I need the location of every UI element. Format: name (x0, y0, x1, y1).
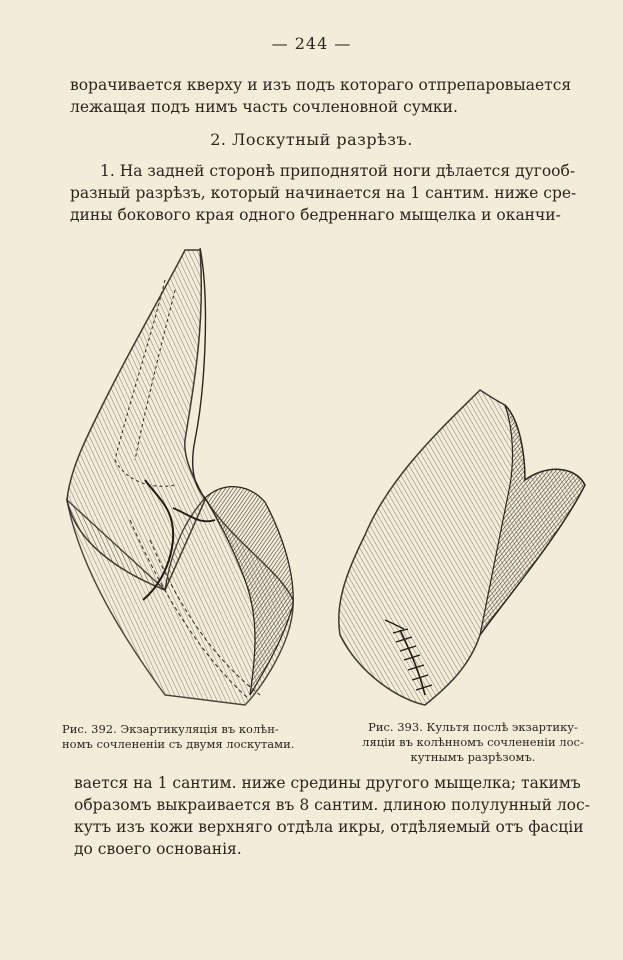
caption-line: ляціи въ колѣнномъ сочлененіи лос- (362, 735, 584, 749)
text-line: лежащая подъ нимъ часть сочленовной сумки. (70, 98, 458, 116)
text-line: дины бокового края одного бедреннаго мыщелка и оканчи- (70, 206, 561, 224)
text-line: разный разрѣзъ, который начинается на 1 сантим. ниже сре- (70, 184, 577, 202)
figure-393-caption (342, 720, 604, 765)
section-heading: 2. Лоскутный разрѣзъ. (210, 130, 413, 149)
caption-line: Рис. 393. Культя послѣ экзартику- (368, 720, 578, 734)
text-line: до своего основанія. (74, 840, 242, 858)
page-number: — 244 — (271, 34, 352, 53)
text-line: кутъ изъ кожи верхняго отдѣла икры, отдѣляемый отъ фасціи (74, 818, 584, 836)
text-line: ворачивается кверху и изъ подъ котораго отпрепаровыается (70, 76, 572, 94)
text-line: 1. На задней сторонѣ приподнятой ноги дѣлается дугооб- (100, 162, 576, 180)
caption-line: номъ сочлененіи съ двумя лоскутами. (62, 737, 295, 751)
figure-392-caption (62, 722, 294, 752)
text-line: вается на 1 сантим. ниже средины другого мыщелка; такимъ (74, 774, 581, 792)
caption-line: Рис. 392. Экзартикуляція въ колѣн- (62, 722, 279, 736)
top-paragraph (70, 74, 590, 118)
stump-illustration (330, 385, 595, 710)
bottom-paragraph (70, 772, 590, 860)
knee-flap-illustration (55, 240, 305, 710)
paragraph-1 (70, 160, 590, 226)
text-line: образомъ выкраивается въ 8 сантим. длиною полулунный лос- (74, 796, 590, 814)
caption-line: кутнымъ разрѣзомъ. (410, 750, 536, 764)
